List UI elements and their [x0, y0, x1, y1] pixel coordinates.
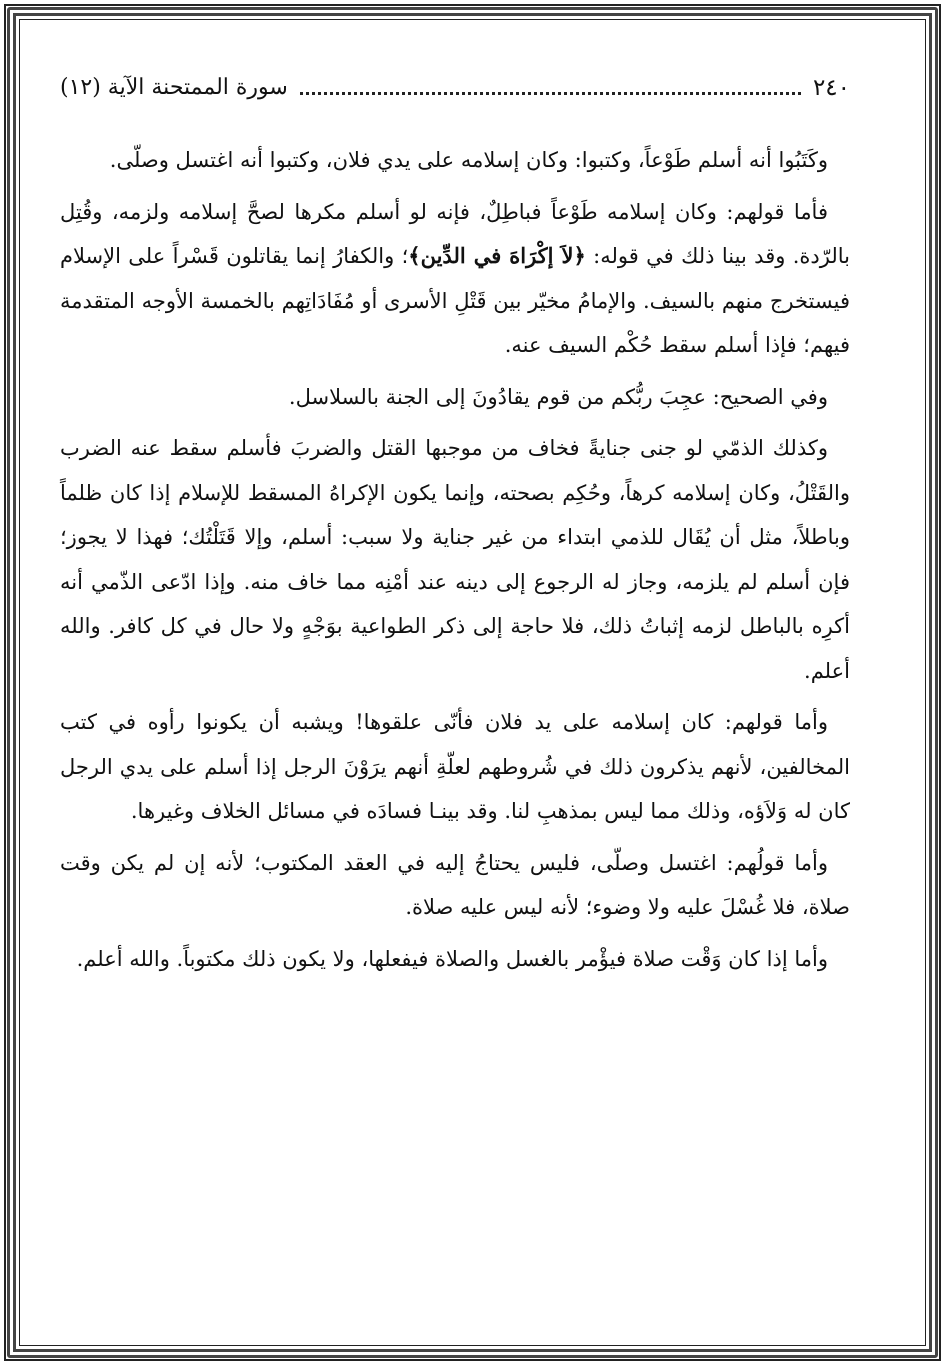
running-header: [60, 62, 850, 114]
page-number: ٢٤٠: [812, 74, 850, 101]
book-page: [60, 62, 850, 1202]
paragraph: [60, 700, 850, 834]
quran-verse: ﴿لاَ إكْرَاهَ في الدِّين﴾: [408, 243, 586, 268]
page-body: [60, 138, 850, 981]
header-dotted-leader: [300, 82, 801, 95]
paragraph-text: وفي الصحيح: عجِبَ ربُّكم من قوم يقادُونَ إلى الجنة بالسلاسل.: [288, 384, 828, 409]
chapter-title: سورة الممتحنة الآية (١٢): [60, 75, 288, 100]
paragraph-text: فأما قولهم: وكان إسلامه طَوْعاً فباطِلٌ، فإنه لو أسلم مكرها لصحَّ إسلامه ولزمه، وقُتِل بالرّدة. وقد بينا ذلك في قوله:: [60, 199, 850, 268]
paragraph-text: وكذلك الذمّي لو جنى جنايةً فخاف من موجبها القتل والضربَ فأسلم سقط عنه الضرب والقَتْلُ، وكان إسلامه كرهاً، وحُكِم بصحته، وإنما يكون الإكراهُ المسقط للإسلام إذا كان ظلماً وباطلاً، مثل أن يُقَال للذمي ابتداء من غير جناية ولا سبب: أسلم، وإلا قَتَلْتُك؛ فهذا لا يجوز؛ فإن أسلم لم يلزمه، وجاز له الرجوع إلى دينه عند أمْنِه مما خاف منه. وإذا ادّعى الذّمي أنه أكرِه بالباطل لزمه إثباتُ ذلك، فلا حاجة إلى ذكر الطواعية بوَجْهٍ ولا حال في كل كافر. والله أعلم.: [60, 436, 850, 683]
paragraph-text: وأما قولهم: كان إسلامه على يد فلان فأنّى علقوها! ويشبه أن يكونوا رأوه في كتب المخالفين، لأنهم يذكرون ذلك في شُروطهم لعلّةِ أنهم يرَوْنَ الرجل إذا أسلم على يدي الرجل كان له وَلاَؤه، وذلك مما ليس بمذهبِ لنا. وقد بينـا فسادَه في مسائل الخلاف وغيرها.: [60, 710, 850, 823]
paragraph: [60, 138, 850, 183]
paragraph: [60, 426, 850, 693]
paragraph: [60, 841, 850, 930]
paragraph: [60, 937, 850, 982]
paragraph: [60, 190, 850, 368]
paragraph-text: وأما إذا كان وَقْت صلاة فيؤْمر بالغسل والصلاة فيفعلها، ولا يكون ذلك مكتوباً. والله أعلم.: [76, 946, 828, 971]
paragraph: [60, 375, 850, 420]
paragraph-text: وأما قولُهم: اغتسل وصلّى، فليس يحتاجُ إليه في العقد المكتوب؛ لأنه إن لم يكن وقت صلاة، فلا غُسْلَ عليه ولا وضوء؛ لأنه ليس عليه صلاة.: [60, 850, 850, 919]
paragraph-text: وكَتَبُوا أنه أسلم طَوْعاً، وكتبوا: وكان إسلامه على يدي فلان، وكتبوا أنه اغتسل وصلّى.: [109, 148, 828, 172]
paragraph-text: ؛ والكفارُ إنما يقاتلون قَسْراً على الإسلام فيستخرج منهم بالسيف. والإمامُ مخيّر بين قَتْلِ الأسرى أو مُفَادَاتِهم بالخمسة الأوجه المتقدمة فيهم؛ فإذا أسلم سقط حُكْم السيف عنه.: [60, 244, 850, 357]
